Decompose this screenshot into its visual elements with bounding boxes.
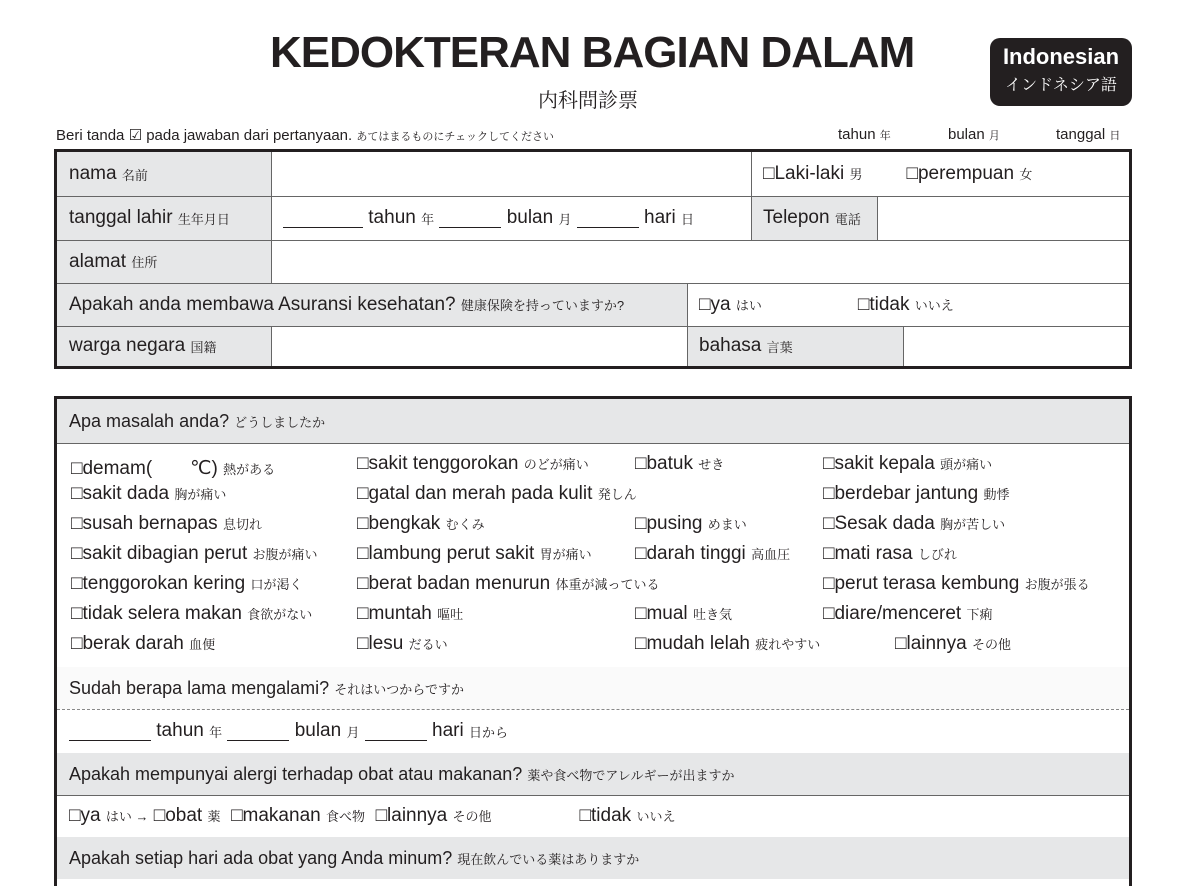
symptom-checkbox[interactable]: □sakit dibagian perut お腹が痛い — [71, 543, 318, 564]
allergy-options — [57, 795, 1129, 837]
checkbox-icon: ☑ — [128, 127, 143, 144]
date-day[interactable]: tanggal 日 — [1056, 126, 1121, 143]
symptom-checkbox[interactable]: □mual 吐き気 — [635, 603, 732, 624]
symptom-checkbox[interactable]: □susah bernapas 息切れ — [71, 513, 262, 534]
name-field[interactable] — [271, 152, 751, 196]
symptom-checkbox[interactable]: □tenggorokan kering 口が渇く — [71, 573, 303, 594]
telepon-field[interactable] — [877, 196, 1129, 240]
bahasa-field[interactable] — [903, 326, 1129, 366]
page-title: KEDOKTERAN BAGIAN DALAM — [270, 28, 915, 77]
duration-field[interactable]: tahun 年 bulan 月 hari 日から — [57, 709, 1129, 753]
allergy-ya-checkbox[interactable]: □ya はい → — [69, 805, 149, 826]
allergy-tidak-checkbox[interactable]: □tidak いいえ — [579, 805, 676, 826]
symptom-checkbox[interactable]: □sakit dada 胸が痛い — [71, 483, 227, 504]
female-checkbox[interactable]: □perempuan 女 — [906, 163, 1033, 184]
instruction-pre: Beri tanda — [56, 127, 125, 144]
label-nama: nama 名前 — [57, 152, 271, 196]
gender-options — [751, 152, 1129, 196]
symptom-checkbox[interactable]: □gatal dan merah pada kulit 発しん — [357, 483, 637, 504]
date-month[interactable]: bulan 月 — [948, 126, 1000, 143]
label-warga: warga negara 国籍 — [57, 326, 271, 366]
symptom-checkbox[interactable]: □lambung perut sakit 胃が痛い — [357, 543, 592, 564]
symptom-checkbox[interactable]: □berat badan menurun 体重が減っている — [357, 573, 660, 594]
badge-language-jp: インドネシア語 — [1005, 77, 1117, 94]
instruction-jp: あてはまるものにチェックしてください — [356, 131, 555, 143]
label-telepon: Telepon 電話 — [751, 196, 877, 240]
asuransi-tidak-checkbox[interactable]: □tidak いいえ — [857, 293, 954, 315]
duration-question: Sudah berapa lama mengalami? それはいつからですか — [57, 667, 1129, 709]
symptom-checkbox[interactable]: □perut terasa kembung お腹が張る — [823, 573, 1090, 594]
alamat-field[interactable] — [271, 240, 1129, 283]
problem-box — [54, 396, 1132, 886]
symptom-checkbox[interactable]: □berdebar jantung 動悸 — [823, 483, 1010, 504]
date-year[interactable]: tahun 年 — [838, 126, 891, 143]
male-checkbox[interactable]: □Laki-laki 男 — [763, 163, 863, 184]
label-alamat: alamat 住所 — [57, 240, 271, 283]
problem-heading: Apa masalah anda? どうしましたか — [57, 399, 1129, 443]
warga-field[interactable] — [271, 326, 687, 366]
birthdate-field[interactable]: tahun 年 bulan 月 hari 日 — [271, 196, 751, 240]
symptom-checkbox[interactable]: □darah tinggi 高血圧 — [635, 543, 791, 564]
symptom-checkbox[interactable]: □mudah lelah 疲れやすい — [635, 633, 821, 654]
language-badge — [990, 38, 1132, 106]
symptom-checkbox[interactable]: □sakit kepala 頭が痛い — [823, 453, 993, 474]
symptom-checkbox[interactable]: □batuk せき — [635, 453, 725, 474]
symptom-checkbox[interactable]: □bengkak むくみ — [357, 513, 485, 534]
instruction-post: pada jawaban dari pertanyaan. — [146, 127, 353, 144]
personal-info-box — [54, 149, 1132, 369]
symptom-checkbox[interactable]: □pusing めまい — [635, 513, 747, 534]
symptom-checkbox[interactable]: □Sesak dada 胸が苦しい — [823, 513, 1006, 534]
instruction — [56, 126, 554, 144]
badge-language: Indonesian — [1002, 44, 1120, 69]
symptom-checkbox[interactable]: □diare/menceret 下痢 — [823, 603, 993, 624]
symptom-checkbox[interactable]: □lainnya その他 — [895, 633, 1011, 654]
asuransi-options — [687, 283, 1129, 326]
label-birthdate: tanggal lahir 生年月日 — [57, 196, 271, 240]
symptom-checkbox[interactable]: □lesu だるい — [357, 633, 448, 654]
symptom-checkbox[interactable]: □berak darah 血便 — [71, 633, 216, 654]
page-subtitle: 内科問診票 — [538, 90, 638, 112]
label-bahasa: bahasa 言葉 — [687, 326, 903, 366]
symptom-checkbox[interactable]: □mati rasa しびれ — [823, 543, 957, 564]
allergy-obat-checkbox[interactable]: □obat 薬 — [153, 805, 221, 826]
allergy-makanan-checkbox[interactable]: □makanan 食べ物 — [231, 805, 365, 826]
symptom-checkbox[interactable]: □demam( ℃) 熱がある — [71, 458, 276, 479]
allergy-question: Apakah mempunyai alergi terhadap obat atau makanan? 薬や食べ物でアレルギーが出ますか — [57, 753, 1129, 795]
symptom-checkbox[interactable]: □sakit tenggorokan のどが痛い — [357, 453, 589, 474]
allergy-lainnya-checkbox[interactable]: □lainnya その他 — [375, 805, 492, 826]
symptom-checkbox[interactable]: □tidak selera makan 食欲がない — [71, 603, 313, 624]
asuransi-ya-checkbox[interactable]: □ya はい — [699, 293, 762, 315]
symptom-checkbox[interactable]: □muntah 嘔吐 — [357, 603, 464, 624]
label-asuransi: Apakah anda membawa Asuransi kesehatan? 健康保険を持っていますか? — [57, 283, 687, 326]
medicine-question: Apakah setiap hari ada obat yang Anda minum? 現在飲んでいる薬はありますか — [57, 837, 1129, 879]
